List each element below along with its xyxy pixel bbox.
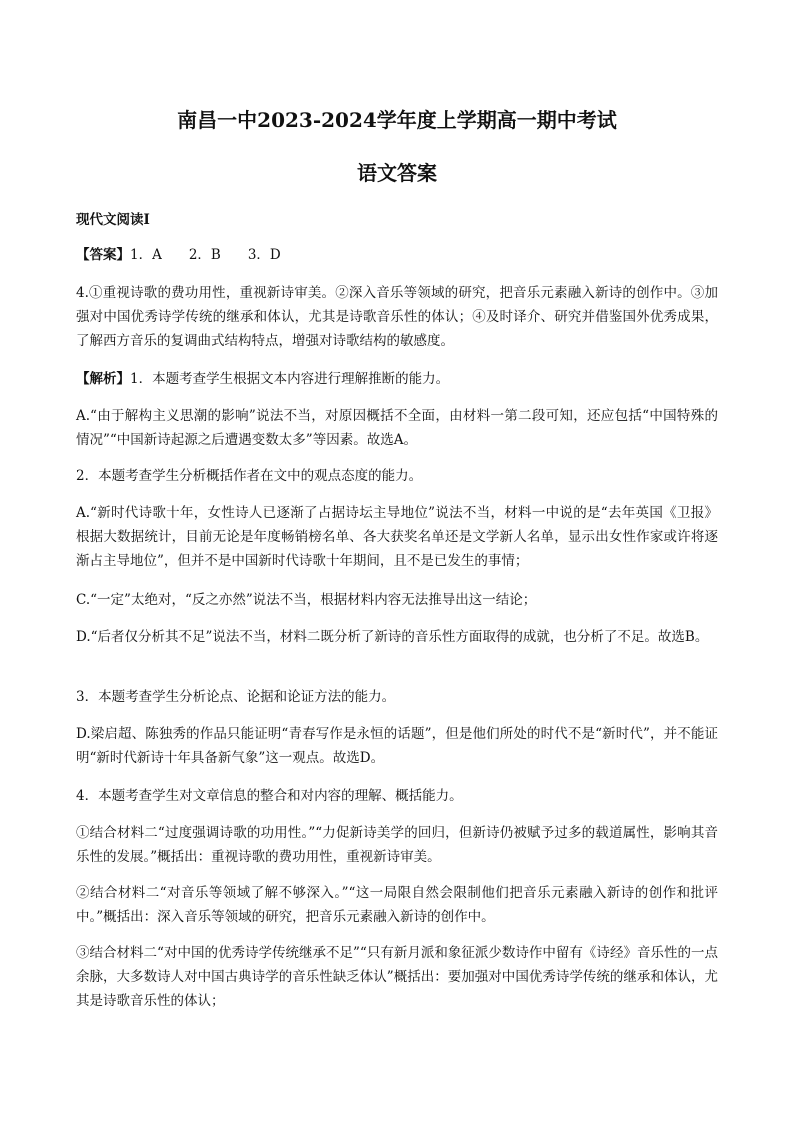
analysis-q1-intro bbox=[76, 367, 718, 391]
analysis-q1-text: 1．本题考查学生根据文本内容进行理解推断的能力。 bbox=[130, 371, 450, 387]
analysis-q4-intro: 4．本题考查学生对文章信息的整合和对内容的理解、概括能力。 bbox=[76, 788, 463, 804]
analysis-tag: 【解析】 bbox=[76, 371, 130, 387]
analysis-q4-point-1: ①结合材料二“过度强调诗歌的功用性。”“力促新诗美学的回归，但新诗仍被赋予过多的载道属性，影响其音乐性的发展。”概括出：重视诗歌的费功用性，重视新诗审美。 bbox=[76, 825, 718, 865]
section-heading: 现代文阅读Ⅰ bbox=[76, 212, 150, 228]
analysis-q2-option-c: C.“一定”太绝对，“反之亦然”说法不当，根据材料内容无法推导出这一结论； bbox=[76, 592, 537, 608]
analysis-q3-option-d: D.梁启超、陈独秀的作品只能证明“青春写作是永恒的话题”，但是他们所处的时代不是“新时代”，并不能证明“新时代新诗十年具备新气象”这一观点。故选D。 bbox=[76, 726, 718, 766]
q4-answer: 4.①重视诗歌的费功用性，重视新诗审美。②深入音乐等领域的研究，把音乐元素融入新诗的创作中。③加强对中国优秀诗学传统的继承和体认，尤其是诗歌音乐性的体认；④及时译介、研究并借鉴国外优秀成果，了解西方音乐的复调曲式结构特点，增强对诗歌结构的敏感度。 bbox=[76, 285, 718, 349]
analysis-q1-option-a: A.“由于解构主义思潮的影响”说法不当，对原因概括不全面，由材料一第二段可知，还应包括“中国特殊的情况”“中国新诗起源之后遭遇变数太多”等因素。故选A。 bbox=[76, 408, 718, 448]
answer-tag: 【答案】 bbox=[76, 247, 130, 263]
analysis-q2-option-d: D.“后者仅分析其不足”说法不当，材料二既分析了新诗的音乐性方面取得的成就，也分析了不足。故选B。 bbox=[76, 629, 709, 645]
analysis-q2-intro: 2．本题考查学生分析概括作者在文中的观点态度的能力。 bbox=[76, 468, 423, 484]
document-title: 南昌一中2023-2024学年度上学期高一期中考试 bbox=[177, 108, 617, 132]
analysis-q4-point-2: ②结合材料二“对音乐等领域了解不够深入。”“这一局限自然会限制他们把音乐元素融入新诗的创作和批评中。”概括出：深入音乐等领域的研究，把音乐元素融入新诗的创作中。 bbox=[76, 885, 718, 925]
document-subtitle: 语文答案 bbox=[357, 161, 437, 185]
analysis-q2-option-a: A.“新时代诗歌十年，女性诗人已逐渐了占据诗坛主导地位”说法不当，材料一中说的是“去年英国《卫报》根据大数据统计，目前无论是年度畅销榜名单、各大获奖名单还是文学新人名单，显示出女性作家或许将逐渐占主导地位”，但并不是中国新时代诗歌十年期间，且不是已发生的事情； bbox=[76, 505, 718, 569]
analysis-q4-point-3: ③结合材料二“对中国的优秀诗学传统继承不足”“只有新月派和象征派少数诗作中留有《诗经》音乐性的一点余脉，大多数诗人对中国古典诗学的音乐性缺乏体认”概括出：要加强对中国优秀诗学传统的继承和体认，尤其是诗歌音乐性的体认； bbox=[76, 945, 718, 1009]
answer-line bbox=[76, 243, 718, 267]
answer-text: 1．A 2．B 3．D bbox=[130, 247, 281, 263]
analysis-q3-intro: 3．本题考查学生分析论点、论据和论证方法的能力。 bbox=[76, 689, 396, 705]
